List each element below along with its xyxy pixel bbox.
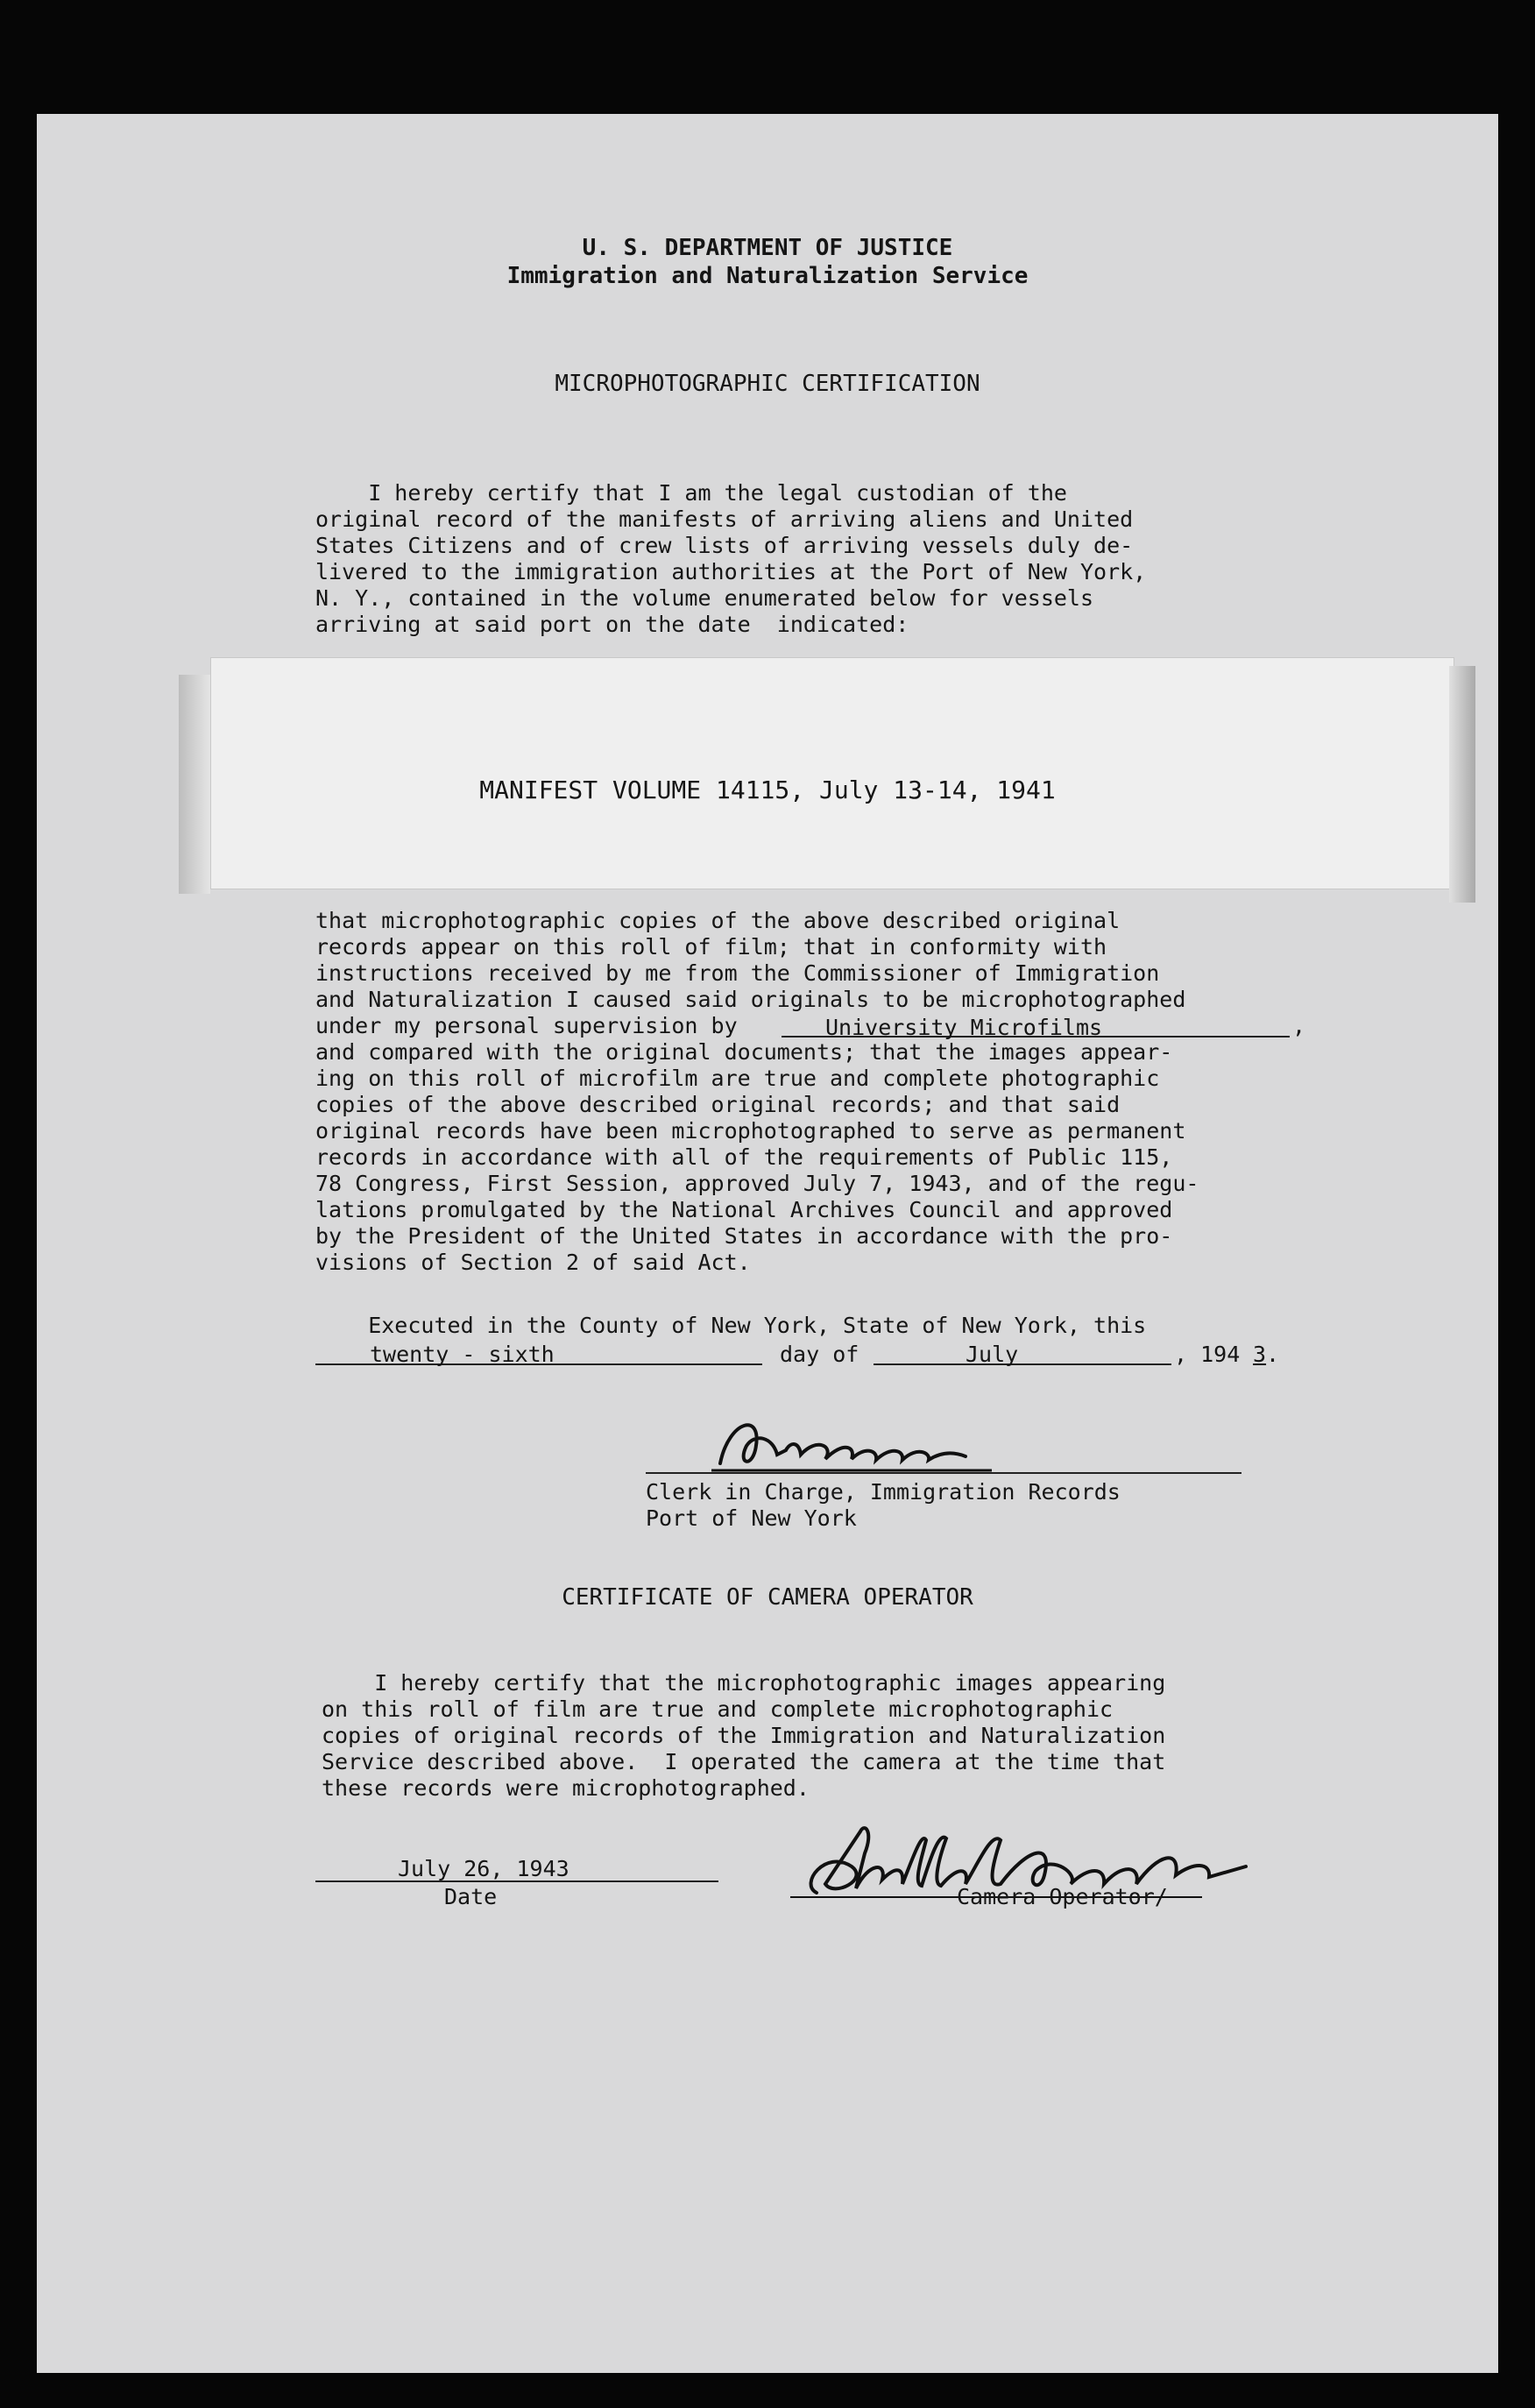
month-value: July bbox=[966, 1342, 1019, 1367]
body-line: ing on this roll of microfilm are true and complete photographic bbox=[315, 1066, 1160, 1091]
camera-line: Service described above. I operated the camera at the time that bbox=[322, 1749, 1166, 1774]
intro-line: States Citizens and of crew lists of arriving vessels duly de- bbox=[315, 533, 1134, 558]
body-line: copies of the above described original records; and that said bbox=[315, 1092, 1121, 1117]
body-line: lations promulgated by the National Archives Council and approved bbox=[315, 1197, 1173, 1222]
body-line: under my personal supervision by bbox=[315, 1013, 738, 1038]
date-value: July 26, 1943 bbox=[398, 1856, 569, 1881]
body-line: that microphotographic copies of the above described original bbox=[315, 908, 1121, 933]
body-line: instructions received by me from the Commissioner of Immigration bbox=[315, 960, 1160, 986]
intro-line: I hereby certify that I am the legal custodian of the bbox=[315, 480, 1067, 506]
camera-operator-label: Camera Operator/ bbox=[957, 1884, 1168, 1909]
clerk-signature-line bbox=[646, 1472, 1241, 1474]
camera-line: on this roll of film are true and complete microphotographic bbox=[322, 1696, 1114, 1722]
camera-section-title: CERTIFICATE OF CAMERA OPERATOR bbox=[562, 1584, 973, 1611]
manifest-strip bbox=[210, 657, 1454, 889]
body-line: and compared with the original documents; that the images appear- bbox=[315, 1039, 1173, 1065]
intro-line: arriving at said port on the date indicated: bbox=[315, 612, 909, 637]
camera-line: copies of original records of the Immigration and Naturalization bbox=[322, 1723, 1166, 1748]
body-line: visions of Section 2 of said Act. bbox=[315, 1250, 751, 1275]
body-line: original records have been microphotographed to serve as permanent bbox=[315, 1118, 1186, 1144]
certification-title: MICROPHOTOGRAPHIC CERTIFICATION bbox=[555, 371, 980, 397]
supervisor-value: University Microfilms bbox=[825, 1015, 1103, 1040]
body-line: 78 Congress, First Session, approved July 7, 1943, and of the regu- bbox=[315, 1171, 1199, 1196]
executed-line: Executed in the County of New York, State of New York, this bbox=[315, 1313, 1147, 1338]
year-prefix: , 194 bbox=[1174, 1342, 1241, 1367]
year-digit: 3 bbox=[1253, 1342, 1267, 1367]
service-heading: Immigration and Naturalization Service bbox=[506, 263, 1029, 289]
body-line: records in accordance with all of the requirements of Public 115, bbox=[315, 1144, 1173, 1170]
camera-line: these records were microphotographed. bbox=[322, 1775, 810, 1801]
body-line: records appear on this roll of film; that in conformity with bbox=[315, 934, 1107, 960]
intro-line: livered to the immigration authorities at the Port of New York, bbox=[315, 559, 1147, 584]
manifest-volume: MANIFEST VOLUME 14115, July 13-14, 1941 bbox=[479, 776, 1056, 804]
camera-line: I hereby certify that the microphotographic images appearing bbox=[322, 1670, 1166, 1696]
month-underline bbox=[874, 1363, 1171, 1365]
clerk-title: Clerk in Charge, Immigration Records bbox=[646, 1479, 1121, 1505]
certificate-page bbox=[37, 114, 1498, 2373]
clerk-office: Port of New York bbox=[646, 1505, 857, 1531]
year-suffix: . bbox=[1266, 1342, 1280, 1367]
body-line: by the President of the United States in accordance with the pro- bbox=[315, 1223, 1173, 1249]
comma-mark: , bbox=[1292, 1013, 1306, 1038]
clerk-signature bbox=[703, 1402, 1018, 1481]
intro-line: original record of the manifests of arriving aliens and United bbox=[315, 506, 1134, 532]
day-value: twenty - sixth bbox=[370, 1342, 555, 1367]
body-line: and Naturalization I caused said originals to be microphotographed bbox=[315, 987, 1186, 1012]
date-label: Date bbox=[444, 1884, 498, 1909]
day-of-label: day of bbox=[780, 1342, 859, 1367]
date-underline bbox=[315, 1880, 718, 1882]
intro-line: N. Y., contained in the volume enumerated below for vessels bbox=[315, 585, 1094, 611]
agency-heading: U. S. DEPARTMENT OF JUSTICE bbox=[582, 235, 953, 261]
